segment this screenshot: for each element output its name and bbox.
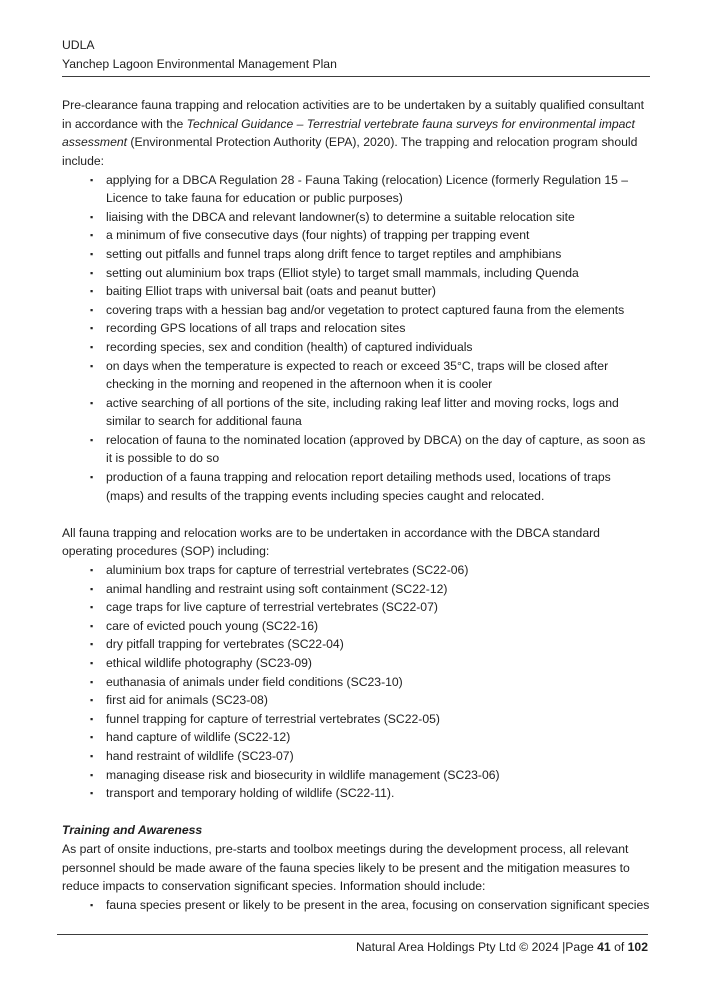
square-bullet-icon: ▪ bbox=[90, 434, 94, 445]
header-org: UDLA bbox=[62, 38, 95, 52]
list-item bbox=[62, 784, 650, 803]
list-item-text: production of a fauna trapping and relocation report detailing methods used, locations of traps (maps) and results of the trapping events including species caught and relocated. bbox=[106, 470, 611, 503]
list-item bbox=[62, 319, 650, 338]
list-item-text: applying for a DBCA Regulation 28 - Fauna Taking (relocation) Licence (formerly Regulation 15 – Licence to take fauna for education or public purposes) bbox=[106, 172, 629, 206]
list-item-text: funnel trapping for capture of terrestrial vertebrates (SC22-05) bbox=[106, 711, 440, 726]
list-item bbox=[62, 728, 650, 747]
square-bullet-icon: ▪ bbox=[90, 713, 94, 724]
list-item-text: setting out pitfalls and funnel traps along drift fence to target reptiles and amphibians bbox=[106, 246, 562, 261]
list-item bbox=[62, 226, 650, 245]
list-item bbox=[62, 691, 650, 710]
list-item-text: baiting Elliot traps with universal bait (oats and peanut butter) bbox=[106, 284, 436, 299]
list-item-text: aluminium box traps for capture of terrestrial vertebrates (SC22-06) bbox=[106, 563, 469, 578]
list-item bbox=[62, 208, 650, 227]
header-doc-title: Yanchep Lagoon Environmental Management Plan bbox=[62, 56, 337, 71]
square-bullet-icon: ▪ bbox=[90, 397, 94, 408]
page-content bbox=[62, 36, 650, 914]
list-item bbox=[62, 710, 650, 729]
square-bullet-icon: ▪ bbox=[90, 788, 94, 799]
square-bullet-icon: ▪ bbox=[90, 602, 94, 613]
square-bullet-icon: ▪ bbox=[90, 658, 94, 668]
square-bullet-icon: ▪ bbox=[90, 565, 94, 576]
list-item-text: covering traps with a hessian bag and/or vegetation to protect captured fauna from the elements bbox=[106, 302, 625, 317]
list-item-text: animal handling and restraint using soft containment (SC22-12) bbox=[106, 581, 448, 596]
square-bullet-icon: ▪ bbox=[90, 472, 94, 483]
list-item-text: first aid for animals (SC23-08) bbox=[106, 693, 268, 708]
list-item-text: a minimum of five consecutive days (four nights) of trapping per trapping event bbox=[106, 228, 530, 243]
square-bullet-icon: ▪ bbox=[90, 267, 94, 278]
list-item bbox=[62, 766, 650, 785]
document-body bbox=[62, 96, 650, 914]
square-bullet-icon: ▪ bbox=[90, 360, 94, 371]
list-item-text: hand capture of wildlife (SC22-12) bbox=[106, 730, 291, 745]
page-footer bbox=[57, 934, 648, 957]
list-item bbox=[62, 673, 650, 692]
list-item-text: recording species, sex and condition (health) of captured individuals bbox=[106, 339, 473, 354]
training-awareness-heading: Training and Awareness bbox=[62, 823, 203, 838]
list-item bbox=[62, 561, 650, 580]
paragraph-intro bbox=[62, 96, 650, 170]
list-item bbox=[62, 394, 650, 431]
list-item bbox=[62, 171, 650, 208]
trapping-program-list bbox=[62, 171, 650, 506]
list-item-text: liaising with the DBCA and relevant landowner(s) to determine a suitable relocation site bbox=[106, 209, 575, 224]
list-item bbox=[62, 468, 650, 505]
list-item-text: hand restraint of wildlife (SC23-07) bbox=[106, 748, 294, 763]
footer-total-pages: 102 bbox=[627, 940, 648, 954]
square-bullet-icon: ▪ bbox=[90, 248, 94, 259]
square-bullet-icon: ▪ bbox=[90, 174, 94, 185]
list-item-text: recording GPS locations of all traps and relocation sites bbox=[106, 321, 406, 336]
list-item bbox=[62, 654, 650, 673]
square-bullet-icon: ▪ bbox=[90, 230, 94, 241]
square-bullet-icon: ▪ bbox=[90, 323, 94, 334]
list-item-text: fauna species present or likely to be present in the area, focusing on conservation significant species bbox=[106, 897, 650, 912]
list-item bbox=[62, 338, 650, 357]
list-item bbox=[62, 598, 650, 617]
square-bullet-icon: ▪ bbox=[90, 583, 94, 594]
square-bullet-icon: ▪ bbox=[90, 620, 94, 631]
square-bullet-icon: ▪ bbox=[90, 676, 94, 687]
square-bullet-icon: ▪ bbox=[90, 304, 94, 315]
paragraph-training: As part of onsite inductions, pre-starts and toolbox meetings during the development process, all relevant personnel should be made aware of the fauna species likely to be present and the mitigation measures to reduce impacts to conservation significant species. Information should include: bbox=[62, 841, 630, 894]
list-item-text: setting out aluminium box traps (Elliot style) to target small mammals, including Quenda bbox=[106, 265, 579, 280]
list-item-text: euthanasia of animals under field conditions (SC23-10) bbox=[106, 674, 403, 689]
list-item bbox=[62, 357, 650, 394]
list-item bbox=[62, 264, 650, 283]
footer-of-text: of bbox=[610, 940, 628, 954]
list-item-text: care of evicted pouch young (SC22-16) bbox=[106, 618, 319, 633]
footer-page-number: 41 bbox=[597, 940, 611, 954]
square-bullet-icon: ▪ bbox=[90, 695, 94, 706]
list-item bbox=[62, 301, 650, 320]
square-bullet-icon: ▪ bbox=[90, 899, 94, 910]
training-info-list bbox=[62, 896, 650, 915]
square-bullet-icon: ▪ bbox=[90, 750, 94, 761]
list-item-text: on days when the temperature is expected to reach or exceed 35°C, traps will be closed after checking in the morning and reopened in the afternoon when it is cooler bbox=[106, 358, 609, 392]
sop-list bbox=[62, 561, 650, 803]
list-item bbox=[62, 635, 650, 654]
square-bullet-icon: ▪ bbox=[90, 341, 94, 352]
square-bullet-icon: ▪ bbox=[90, 211, 94, 222]
list-item bbox=[62, 245, 650, 264]
intro-guidance-title: Technical Guidance – Terrestrial vertebrate fauna surveys for environmental impact assessment bbox=[62, 116, 635, 150]
paragraph-sop-intro: All fauna trapping and relocation works are to be undertaken in accordance with the DBCA standard operating procedures (SOP) including: bbox=[62, 525, 600, 559]
intro-text-pre: Pre-clearance fauna trapping and relocation activities are to be undertaken by a suitably qualified consultant in accordance with the bbox=[62, 98, 644, 131]
list-item bbox=[62, 580, 650, 599]
list-item-text: cage traps for live capture of terrestrial vertebrates (SC22-07) bbox=[106, 600, 438, 615]
list-item bbox=[62, 282, 650, 301]
page-header bbox=[62, 36, 650, 77]
square-bullet-icon: ▪ bbox=[90, 769, 94, 780]
list-item-text: transport and temporary holding of wildlife (SC22-11). bbox=[106, 786, 395, 801]
square-bullet-icon: ▪ bbox=[90, 732, 94, 743]
list-item-text: active searching of all portions of the site, including raking leaf litter and moving rocks, logs and similar to search for additional fauna bbox=[106, 395, 619, 429]
square-bullet-icon: ▪ bbox=[90, 639, 94, 650]
footer-company-text: Natural Area Holdings Pty Ltd © 2024 |Page bbox=[356, 940, 598, 954]
list-item-text: relocation of fauna to the nominated location (approved by DBCA) on the day of capture, as soon as it is possible to do so bbox=[106, 432, 646, 466]
list-item bbox=[62, 617, 650, 636]
list-item-text: ethical wildlife photography (SC23-09) bbox=[106, 656, 312, 670]
list-item bbox=[62, 747, 650, 766]
list-item-text: dry pitfall trapping for vertebrates (SC22-04) bbox=[106, 637, 344, 652]
intro-text-post: (Environmental Protection Authority (EPA), 2020). The trapping and relocation program should include: bbox=[62, 135, 638, 168]
list-item-text: managing disease risk and biosecurity in wildlife management (SC23-06) bbox=[106, 767, 500, 782]
list-item bbox=[62, 896, 650, 915]
list-item bbox=[62, 431, 650, 468]
square-bullet-icon: ▪ bbox=[90, 286, 94, 297]
